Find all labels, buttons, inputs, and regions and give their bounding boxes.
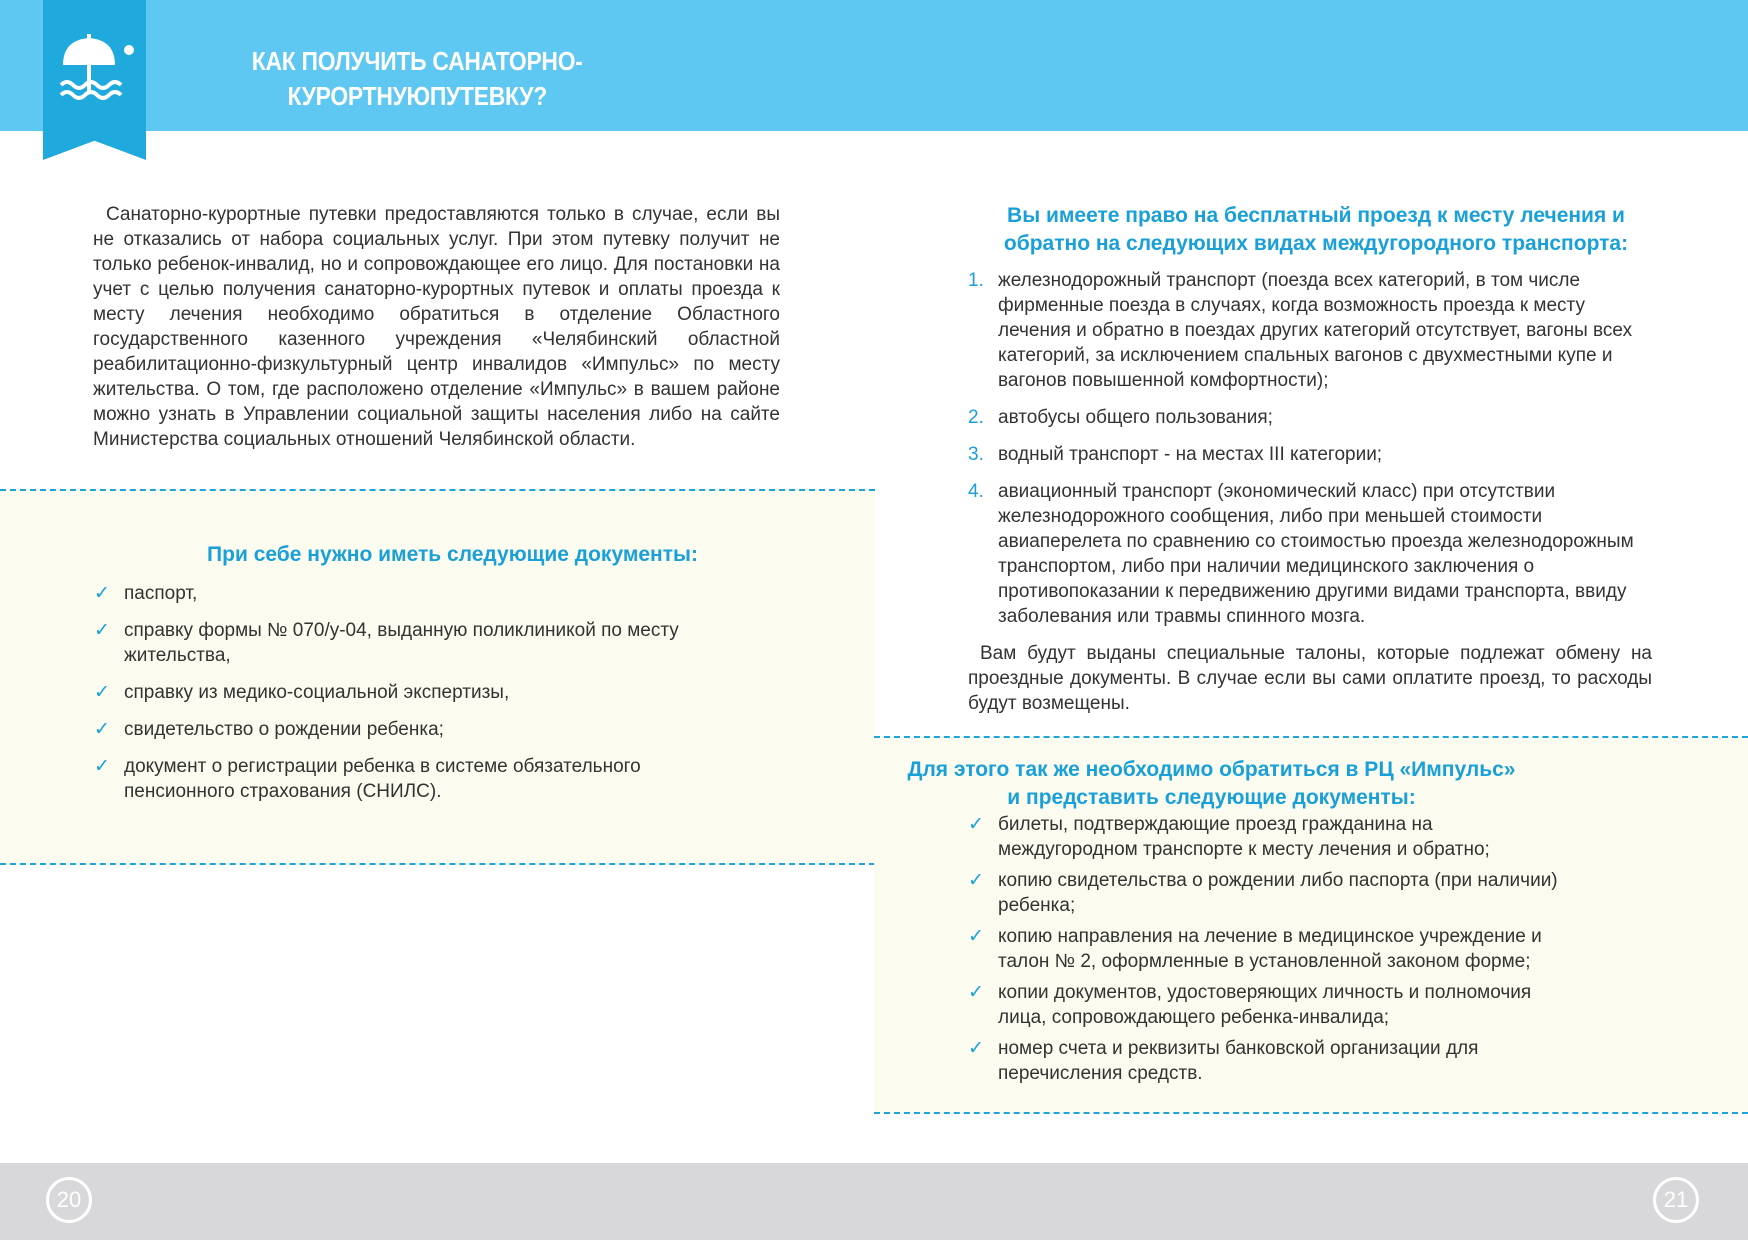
documents-box bbox=[0, 489, 875, 865]
page-title-line2: КУРОРТНУЮПУТЕВКУ? bbox=[287, 81, 547, 111]
list-item: ✓ паспорт, bbox=[94, 583, 198, 604]
checkmark-icon: ✓ bbox=[94, 620, 110, 641]
list-item: 4. авиационный транспорт (экономический класс) при отсутствии железнодорожного сообщения, либо при меньшей стоимости авиаперелета по сравнению со стоимостью проезда железнодорожным транспортом, либо при наличии медицинского заключения о противопоказании к передвижению другими видами транспорта, ввиду заболевания или травмы спинного мозга. bbox=[968, 481, 1634, 627]
header-ribbon bbox=[43, 0, 146, 160]
footer-band bbox=[0, 1163, 1748, 1240]
list-number: 3. bbox=[968, 444, 984, 465]
checkmark-icon: ✓ bbox=[94, 682, 110, 703]
list-item: ✓ копии документов, удостоверяющих личность и полномочия лица, сопровождающего ребенка-инвалида; bbox=[968, 982, 1532, 1028]
list-item: 1. железнодорожный транспорт (поезда всех категорий, в том числе фирменные поезда в случаях, когда возможность проезда к месту лечения и обратно в поездах других категорий отсутствует, вагоны всех категорий, за исключением спальных вагонов с двухместными купе и вагонов повышенной комфортности); bbox=[968, 270, 1633, 391]
beach-umbrella-waves-icon bbox=[57, 32, 135, 110]
intro-paragraph: Санаторно-курортные путевки предоставляются только в случае, если вы не отказались от набора социальных услуг. При этом путевку получит не только ребенок-инвалид, но и сопровождающее его лицо. Для постановки на учет с целью получения санаторно-курортных путевок и оплаты проезда к месту лечения необходимо обратиться в отделение Областного государственного казенного учреждения «Челябинский областной реабилитационно-физкультурный центр инвалидов «Импульс» по месту жительства. О том, где расположено отделение «Импульс» в вашем районе можно узнать в Управлении социальной защиты населения либо на сайте Министерства социальных отношений Челябинской области. bbox=[93, 204, 780, 450]
list-number: 2. bbox=[968, 407, 984, 428]
page-title-line1: КАК ПОЛУЧИТЬ САНАТОРНО- bbox=[251, 46, 583, 76]
list-item: ✓ копию свидетельства о рождении либо паспорта (при наличии) ребенка; bbox=[968, 870, 1558, 916]
talon-paragraph: Вам будут выданы специальные талоны, которые подлежат обмену на проездные документы. В случае если вы сами оплатите проезд, то расходы будут возмещены. bbox=[968, 643, 1652, 714]
checkmark-icon: ✓ bbox=[968, 926, 984, 947]
list-number: 4. bbox=[968, 481, 984, 502]
impulse-documents-list bbox=[968, 812, 1568, 1092]
list-item: ✓ билеты, подтверждающие проезд гражданина на междугородном транспорте к месту лечения и обратно; bbox=[968, 814, 1490, 860]
list-item: ✓ свидетельство о рождении ребенка; bbox=[94, 719, 444, 740]
checkmark-icon: ✓ bbox=[94, 719, 110, 740]
list-item: ✓ справку из медико-социальной экспертизы, bbox=[94, 682, 510, 703]
impulse-box bbox=[874, 736, 1748, 1114]
list-item: ✓ справку формы № 070/у-04, выданную поликлиникой по месту жительства, bbox=[94, 620, 679, 666]
list-item: ✓ документ о регистрации ребенка в системе обязательного пенсионного страхования (СНИЛС). bbox=[94, 756, 641, 802]
transport-heading: Вы имеете право на бесплатный проезд к месту лечения и обратно на следующих видах междугородного транспорта: bbox=[1003, 204, 1629, 255]
impulse-heading: Для этого так же необходимо обратиться в РЦ «Импульс» и представить следующие документы: bbox=[907, 758, 1516, 809]
page-number-left: 20 bbox=[46, 1177, 92, 1223]
checkmark-icon: ✓ bbox=[968, 982, 984, 1003]
list-item: ✓ номер счета и реквизиты банковской организации для перечисления средств. bbox=[968, 1038, 1479, 1084]
list-item: 2. автобусы общего пользования; bbox=[968, 407, 1273, 428]
documents-list bbox=[94, 581, 734, 816]
page-title bbox=[250, 44, 584, 114]
list-item: 3. водный транспорт - на местах III категории; bbox=[968, 444, 1383, 465]
checkmark-icon: ✓ bbox=[968, 870, 984, 891]
checkmark-icon: ✓ bbox=[94, 583, 110, 604]
list-item: ✓ копию направления на лечение в медицинское учреждение и талон № 2, оформленные в установленной законом форме; bbox=[968, 926, 1542, 972]
transport-list bbox=[968, 268, 1648, 641]
checkmark-icon: ✓ bbox=[94, 756, 110, 777]
list-number: 1. bbox=[968, 270, 984, 291]
checkmark-icon: ✓ bbox=[968, 1038, 984, 1059]
page-number-right: 21 bbox=[1653, 1177, 1699, 1223]
checkmark-icon: ✓ bbox=[968, 814, 984, 835]
documents-heading: При себе нужно иметь следующие документы: bbox=[207, 543, 698, 566]
